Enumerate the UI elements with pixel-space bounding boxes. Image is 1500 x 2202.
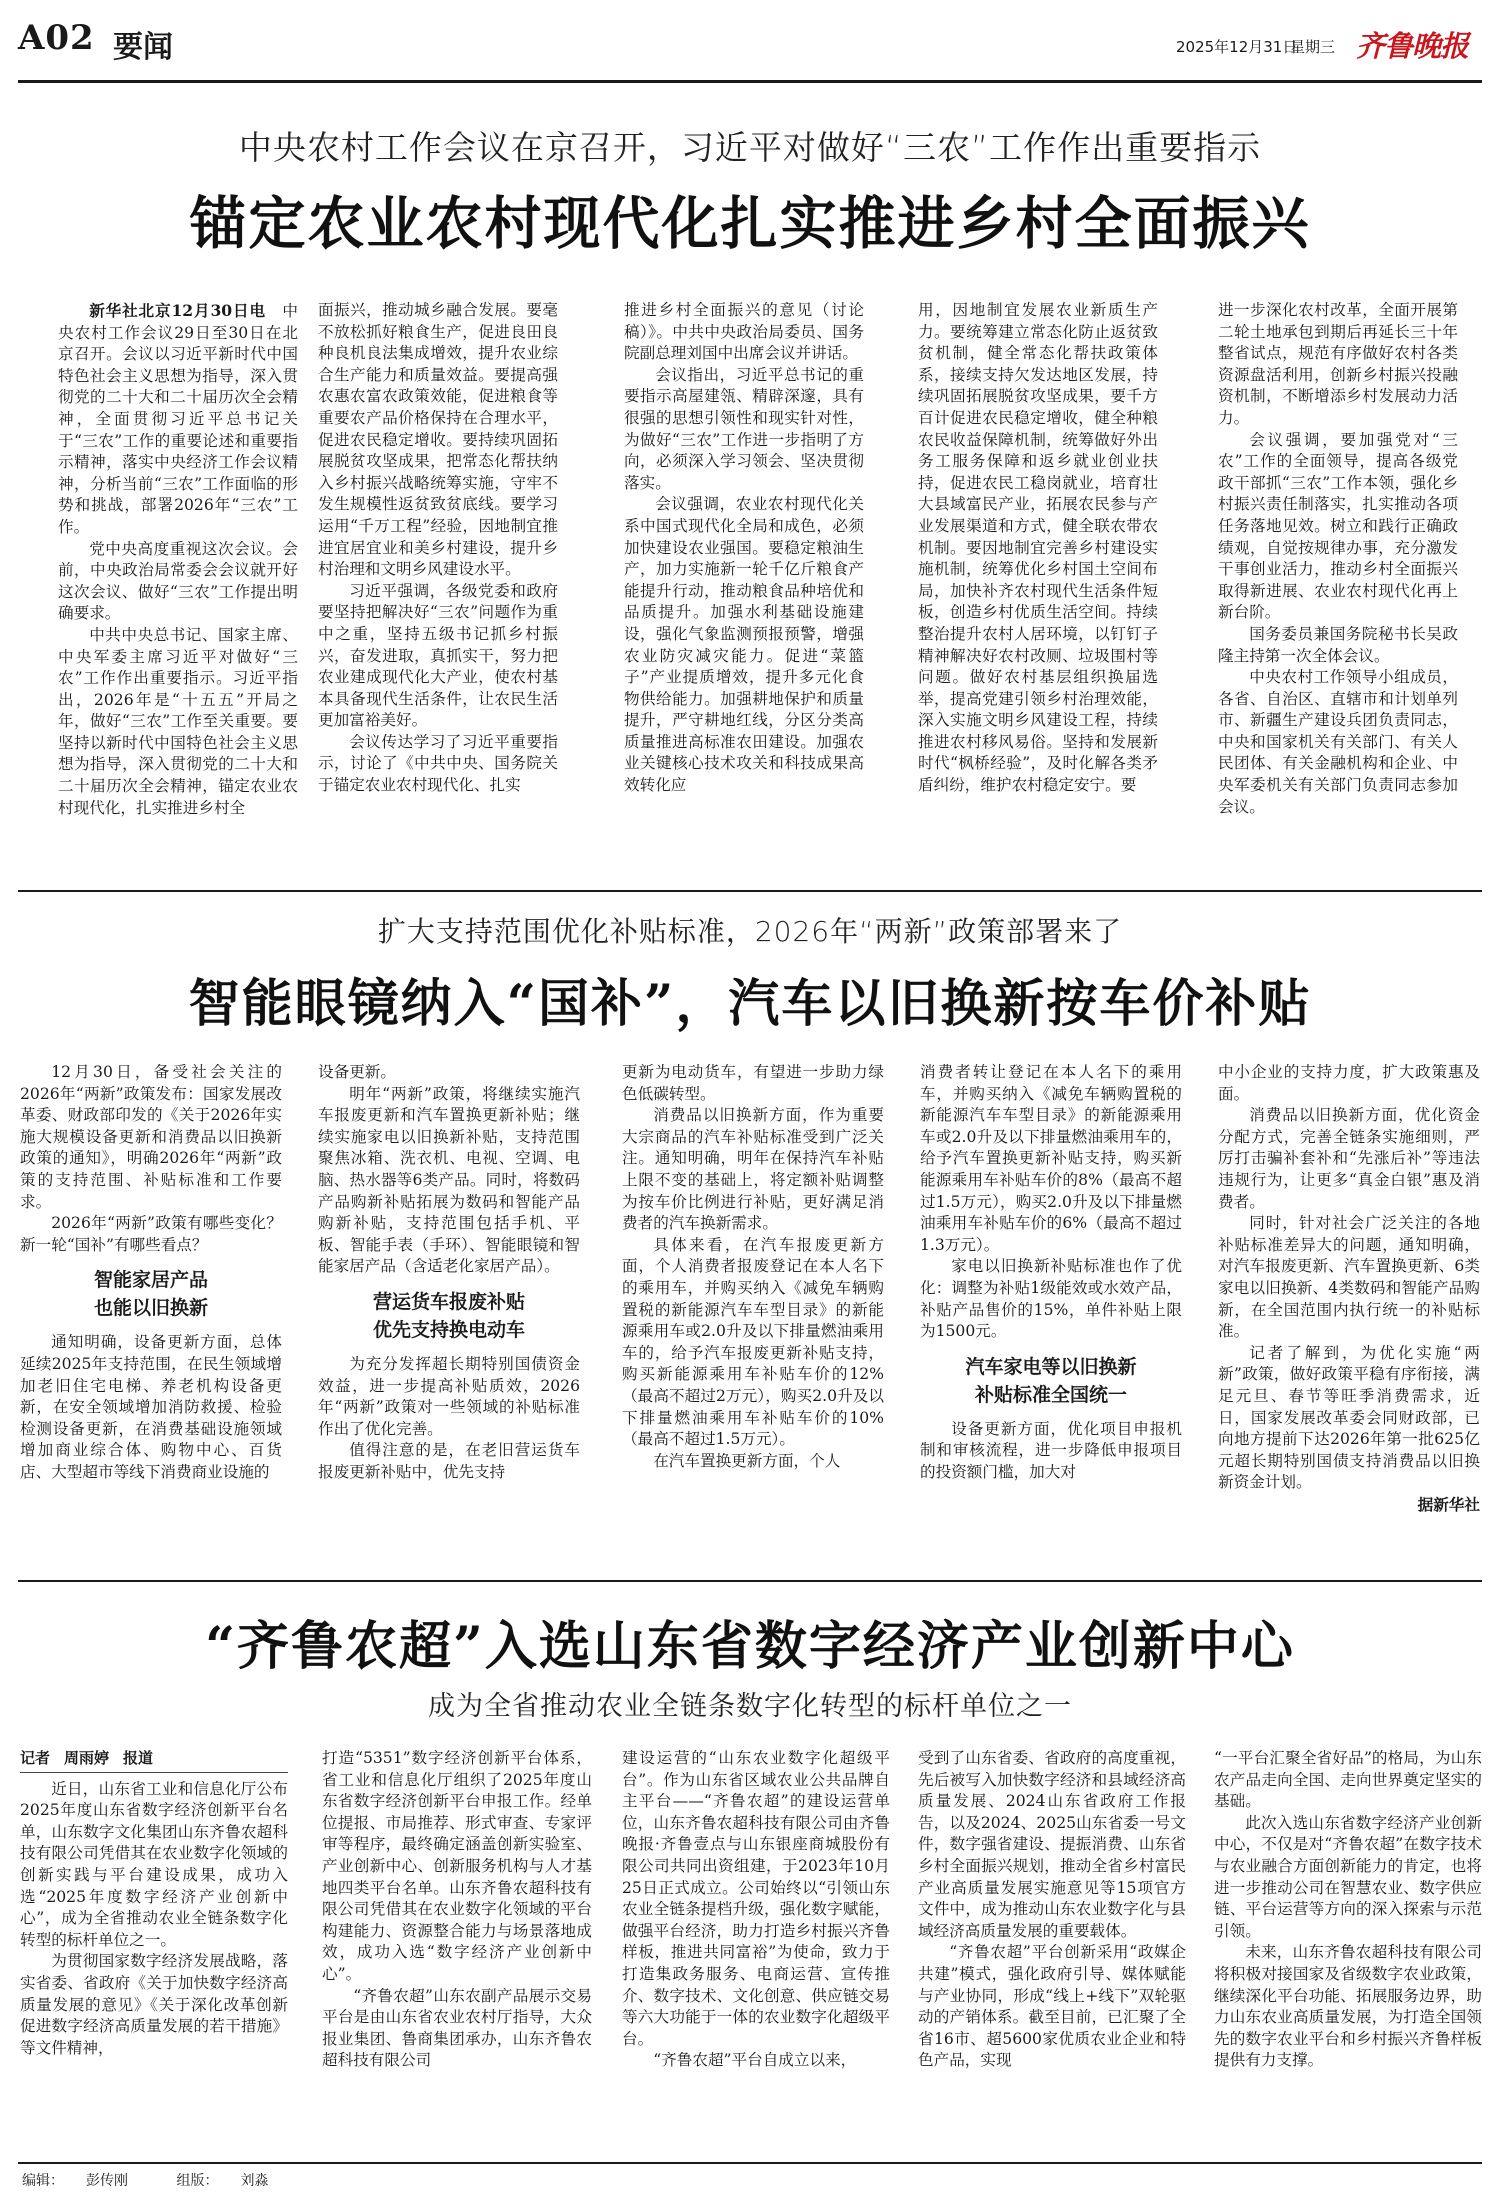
byline-source: 据新华社 [1417,1494,1480,1514]
article3-headline: “齐鲁农超”入选山东省数字经济产业创新中心 [205,1616,1295,1677]
article3-kicker: 成为全省推动农业全链条数字化转型的标杆单位之一 [428,1691,1072,1722]
article2-kicker: 扩大支持范围优化补贴标准，2026年“两新”政策部署来了 [377,915,1123,948]
subheading: 智能家居产品 也能以旧换新 [93,1269,208,1320]
article3-column-2: 打造“5351”数字经济创新平台体系，省工业和信息化厅组织了2025年度山东省数字经济创新平台申报工作。经单位提报、市局推荐、形式审查、专家评审等程序，最终确定涵盖创新实验室、产业创新中心、创新服务机构与人才基地四类平台名单。山东齐鲁农超科技有限公司凭借其在农业数字化领域的平台构建能力、资源整合能力与场景落地成效，成功入选“数字经济产业创新中心”。 “齐鲁农超”山东农副产品展示交易平台是由山东省农业农村厅指导，大众报业集团、鲁商集团承办，山东齐鲁农超科技有限公司 [322,1749,592,2070]
article3-column-5: “一平台汇聚全省好品”的格局，为山东农产品走向全国、走向世界奠定坚实的基础。 此次入选山东省数字经济产业创新中心，不仅是对“齐鲁农超”在数字技术与农业融合方面创新能力的肯定，也将进一步推动公司在智慧农业、数字供应链、平台运营等方向的深入探索与示范引领。 未来，山东齐鲁农超科技有限公司将积极对接国家及省级数字农业政策，继续深化平台功能、拓展服务边界，助力山东农业高质量发展，为打造全国领先的数字农业平台和乡村振兴齐鲁样板提供有力支撑。 [1214,1749,1482,2070]
article2-headline: 智能眼镜纳入“国补”，汽车以旧换新按车价补贴 [188,974,1312,1034]
subheading: 营运货车报废补贴 优先支持换电动车 [372,1290,525,1341]
section-name: 要闻 [113,30,173,65]
issue-weekday: 星期三 [1290,38,1336,56]
article2-column-1: 12月30日，备受社会关注的2026年“两新”政策发布：国家发展改革委、财政部印发的《关于2026年实施大规模设备更新和消费品以旧换新政策的通知》，明确2026年“两新”政策的支持范围、补贴标准和工作要求。 2026年“两新”政策有哪些变化？新一轮“国补”有哪些看点？ 智能家居产品 也能以旧换新 通知明确，设备更新方面，总体延续2025年支持范围，在民生领域增加老旧住宅电梯、养老机构设备更新，在安全领域增加消防救援、检验检测设备更新，在消费基础设施领域增加商业综合体、购物中心、百货店、大型超市等线下消费商业设施的 [20,1063,282,1481]
reporter-line: 记者 周雨婷 报道 [20,1748,288,1773]
article1-column-2: 面振兴，推动城乡融合发展。要毫不放松抓好粮食生产，促进良田良种良机良法集成增效，提升农业综合生产能力和质量效益。要提高强农惠农富农政策效能，促进粮食等重要农产品价格保持在合理水平，促进农民稳定增收。要持续巩固拓展脱贫攻坚成果，把常态化帮扶纳入乡村振兴战略统筹实施，守牢不发生规模性返贫致贫底线。要学习运用“千万工程”经验，因地制宜推进宜居宜业和美乡村建设，提升乡村治理和文明乡风建设水平。 习近平强调，各级党委和政府要坚持把解决好“三农”问题作为重中之重，坚持五级书记抓乡村振兴，奋发进取，真抓实干，努力把农业建成现代化大产业，使农村基本具备现代生活条件，让农民生活更加富裕美好。 会议传达学习了习近平重要指示，讨论了《中共中央、国务院关于锚定农业农村现代化、扎实 [318,301,558,795]
subheading: 汽车家电等以旧换新 补贴标准全国统一 [965,1355,1137,1406]
page-header [18,18,1482,78]
article2-column-4: 消费者转让登记在本人名下的乘用车，并购买纳入《减免车辆购置税的新能源汽车车型目录》的新能源乘用车或2.0升及以下排量燃油乘用车的，给予汽车置换更新补贴支持，购买新能源乘用车补贴车价的8%（最高不超过1.5万元），购买2.0升及以下排量燃油乘用车补贴车价的6%（最高不超过1.3万元）。 家电以旧换新补贴标准也作了优化：调整为补贴1级能效或水效产品，补贴产品售价的15%，单件补贴上限为1500元。 汽车家电等以旧换新 补贴标准全国统一 设备更新方面，优化项目申报机制和审核流程，进一步降低申报项目的投资额门槛，加大对 [920,1063,1182,1481]
article1-column-5: 进一步深化农村改革，全面开展第二轮土地承包到期后再延长三十年整省试点，规范有序做好农村各类资源盘活利用，创新乡村振兴投融资机制，不断增添乡村发展动力活力。 会议强调，要加强党对“三农”工作的全面领导，提高各级党政干部抓“三农”工作本领，强化乡村振兴责任制落实，扎实推动各项任务落地见效。树立和践行正确政绩观，自觉按规律办事，充分激发干事创业活力，推动乡村全面振兴取得新进展、农业农村现代化再上新台阶。 国务委员兼国务院秘书长吴政隆主持第一次全体会议。 中央农村工作领导小组成员，各省、自治区、直辖市和计划单列市、新疆生产建设兵团负责同志，中央和国家机关有关部门、有关人民团体、有关金融机构和企业、中央军委机关有关部门负责同志参加会议。 [1218,301,1458,816]
article2-column-3: 更新为电动货车，有望进一步助力绿色低碳转型。 消费品以旧换新方面，作为重要大宗商品的汽车补贴标准受到广泛关注。通知明确，明年在保持汽车补贴上限不变的基础上，将定额补贴调整为按车价比例进行补贴，更好满足消费者的汽车换新需求。 具体来看，在汽车报废更新方面，个人消费者报废登记在本人名下的乘用车，并购买纳入《减免车辆购置税的新能源汽车车型目录》的新能源乘用车或2.0升及以下排量燃油乘用车的，给予汽车报废更新补贴支持，购买新能源乘用车补贴车价的12%（最高不超过2万元），购买2.0升及以下排量燃油乘用车补贴车价的10%（最高不超过1.5万元）。 在汽车置换更新方面，个人 [622,1063,884,1470]
article2-column-5: 中小企业的支持力度，扩大政策惠及面。 消费品以旧换新方面，优化资金分配方式，完善全链条实施细则，严厉打击骗补套补和“先涨后补”等违法违规行为，让更多“真金白银”惠及消费者。 同时，针对社会广泛关注的各地补贴标准差异大的问题，通知明确，对汽车报废更新、汽车置换更新、6类家电以旧换新、4类数码和智能产品购新，在全国范围内执行统一的补贴标准。 记者了解到，为优化实施“两新”政策，做好政策平稳有序衔接，满足元旦、春节等旺季消费需求，近日，国家发展改革委会同财政部，已向地方提前下达2026年第一批625亿元超长期特别国债支持消费品以旧换新资金计划。 据新华社 [1218,1063,1480,1514]
article3-column-1: 记者 周雨婷 报道 近日，山东省工业和信息化厅公布2025年度山东省数字经济创新平台名单，山东数字文化集团山东齐鲁农超科技有限公司凭借其在农业数字化领域的创新实践与平台建设成果，成功入选“2025年度数字经济产业创新中心”，成为全省推动农业全链条数字化转型的标杆单位之一。 为贯彻国家数字经济发展战略，落实省委、省政府《关于加快数字经济高质量发展的意见》《关于深化改革创新促进数字经济高质量发展的若干措施》等文件精神， [20,1749,288,2057]
issue-date: 2025年12月31日 [1176,38,1298,56]
header-rule [18,80,1482,83]
article3-column-3: 建设运营的“山东农业数字化超级平台”。作为山东省区域农业公共品牌自主平台——“齐鲁农超”的建设运营单位，山东齐鲁农超科技有限公司由齐鲁晚报·齐鲁壹点与山东银座商城股份有限公司共同出资组建，于2023年10月25日正式成立。公司始终以“引领山东农业全链条提档升级，强化数字赋能，做强平台经济，助力打造乡村振兴齐鲁样板，推进共同富裕”为使命，致力于打造集政务服务、电商运营、宣传推介、数字技术、文化创意、供应链交易等六大功能于一体的农业数字化超级平台。 “齐鲁农超”平台自成立以来， [622,1749,890,2070]
page-number: A02 [18,18,95,58]
newspaper-logo: 齐鲁晚报 [1356,29,1469,63]
article1-divider [18,890,1482,892]
layout-credit: 组版： 刘淼 [176,2173,269,2189]
article1-column-1: 新华社北京12月30日电 中央农村工作会议29日至30日在北京召开。会议以习近平新时代中国特色社会主义思想为指导，深入贯彻党的二十大和二十届历次全会精神，全面贯彻习近平总书记关于“三农”工作的重要论述和重要指示精神，落实中央经济工作会议精神，分析当前“三农”工作面临的形势和挑战，部署2026年“三农”工作。 党中央高度重视这次会议。会前，中央政治局常委会会议就开好这次会议、做好“三农”工作提出明确要求。 中共中央总书记、国家主席、中央军委主席习近平对做好“三农”工作作出重要指示。习近平指出，2026年是“十五五”开局之年，做好“三农”工作至关重要。要坚持以新时代中国特色社会主义思想为指导，深入贯彻党的二十大和二十届历次全会精神，锚定农业农村现代化，扎实推进乡村全 [58,301,298,817]
footer-rule [18,2162,1482,2164]
article1-kicker: 中央农村工作会议在京召开，习近平对做好“三农”工作作出重要指示 [238,128,1262,167]
article1-column-3: 推进乡村全面振兴的意见（讨论稿）》。中共中央政治局委员、国务院副总理刘国中出席会议并讲话。 会议指出，习近平总书记的重要指示高屋建瓴、精辟深邃，具有很强的思想引领性和现实针对性，为做好“三农”工作进一步指明了方向，必须深入学习领会、坚决贯彻落实。 会议强调，农业农村现代化关系中国式现代化全局和成色，必须加快建设农业强国。要稳定粮油生产，加力实施新一轮千亿斤粮食产能提升行动，推动粮食品种培优和品质提升。加强水利基础设施建设，强化气象监测预报预警，增强农业防灾减灾能力。促进“菜篮子”产业提质增效，提升多元化食物供给能力。加强耕地保护和质量提升，严守耕地红线，分区分类高质量推进高标准农田建设。加强农业关键核心技术攻关和科技成果高效转化应 [624,301,864,795]
page-footer [22,2170,312,2190]
reporter-name: 周雨婷 [64,1749,110,1767]
article2-column-2: 设备更新。 明年“两新”政策，将继续实施汽车报废更新和汽车置换更新补贴；继续实施家电以旧换新补贴，支持范围聚焦冰箱、洗衣机、电视、空调、电脑、热水器等6类产品。同时，将数码产品购新补贴拓展为数码和智能产品购新补贴，支持范围包括手机、平板、智能手表（手环）、智能眼镜和智能家居产品（含适老化家居产品）。 营运货车报废补贴 优先支持换电动车 为充分发挥超长期特别国债资金效益，进一步提高补贴质效，2026年“两新”政策对一些领域的补贴标准作出了优化完善。 值得注意的是，在老旧营运货车报废更新补贴中，优先支持 [318,1063,580,1481]
editor-credit: 编辑： 彭传刚 [22,2173,128,2189]
article1-column-4: 用，因地制宜发展农业新质生产力。要统筹建立常态化防止返贫致贫机制，健全常态化帮扶政策体系，接续支持欠发达地区发展，持续巩固拓展脱贫攻坚成果，要千方百计促进农民稳定增收，健全种粮农民收益保障机制，统筹做好外出务工服务保障和返乡就业创业扶持，促进农民工稳岗就业，培育壮大县域富民产业，拓展农民参与产业发展渠道和方式，健全联农带农机制。要因地制宜完善乡村建设实施机制，统筹优化乡村国土空间布局，加快补齐农村现代生活条件短板，创造乡村优质生活空间。持续整治提升农村人居环境，以钉钉子精神解决好农村改厕、垃圾围村等问题。做好农村基层组织换届选举，提高党建引领乡村治理效能，深入实施文明乡风建设工程，持续推进农村移风易俗。坚持和发展新时代“枫桥经验”，及时化解各类矛盾纠纷，维护农村稳定安宁。要 [918,301,1158,795]
dateline: 新华社北京12月30日电 [89,301,266,320]
article1-headline: 锚定农业农村现代化扎实推进乡村全面振兴 [189,190,1311,257]
article2-divider [18,1580,1482,1582]
article3-column-4: 受到了山东省委、省政府的高度重视，先后被写入加快数字经济和县域经济高质量发展、2024山东省政府工作报告，以及2024、2025山东省委一号文件，数字强省建设、提振消费、山东省乡村全面振兴规划，推动全省乡村富民产业高质量发展实施意见等15项官方文件中，成为推动山东农业数字化与县域经济高质量发展的重要载体。 “齐鲁农超”平台创新采用“政媒企共建”模式，强化政府引导、媒体赋能与产业协同，形成“线上+线下”双轮驱动的产销体系。截至目前，已汇聚了全省16市、超5600家优质农业企业和特色产品，实现 [918,1749,1186,2070]
